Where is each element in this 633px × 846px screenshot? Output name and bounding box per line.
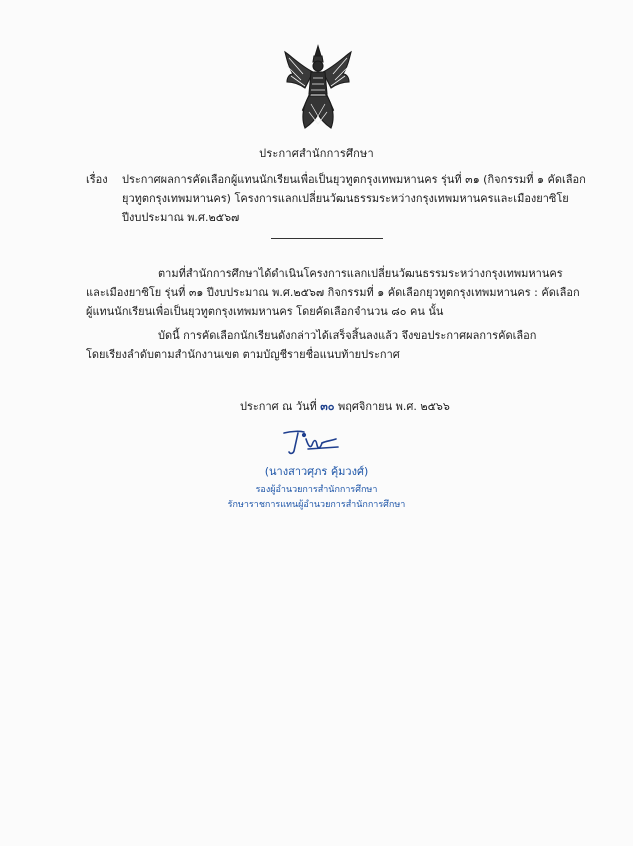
signer-acting-position: รักษาราชการแทนผู้อำนวยการสำนักการศึกษา <box>227 500 406 510</box>
paragraph-line: ตามที่สำนักการศึกษาได้ดำเนินโครงการแลกเปลี่ยนวัฒนธรรมระหว่างกรุงเทพมหานคร <box>158 267 563 280</box>
paragraph-line: โดยเรียงลำดับตามสำนักงานเขต ตามบัญชีรายชื่อแนบท้ายประกาศ <box>86 348 400 361</box>
subject-line: ยุวทูตกรุงเทพมหานคร) โครงการแลกเปลี่ยนวัฒนธรรมระหว่างกรุงเทพมหานครและเมืองยาซิโย <box>122 192 569 205</box>
subject-line: ปีงบประมาณ พ.ศ.๒๕๖๗ <box>122 211 240 224</box>
garuda-emblem-icon <box>283 44 353 132</box>
announcement-date <box>240 397 450 415</box>
paragraph-line: ผู้แทนนักเรียนเพื่อเป็นยุวทูตกรุงเทพมหานคร โดยคัดเลือกจำนวน ๘๐ คน นั้น <box>86 305 444 318</box>
signer-position: รองผู้อำนวยการสำนักการศึกษา <box>255 485 378 495</box>
document-title: ประกาศสำนักการศึกษา <box>259 147 374 160</box>
date-day: ๓๐ <box>320 400 335 413</box>
date-prefix: ประกาศ ณ วันที่ <box>240 400 317 413</box>
subject-label: เรื่อง <box>86 173 108 186</box>
paragraph-result <box>86 326 562 364</box>
paragraph-line: บัดนี้ การคัดเลือกนักเรียนดังกล่าวได้เสร็จสิ้นลงแล้ว จึงขอประกาศผลการคัดเลือก <box>158 329 537 342</box>
paragraph-line: และเมืองยาซิโย รุ่นที่ ๓๑ ปีงบประมาณ พ.ศ.๒๕๖๗ กิจกรรมที่ ๑ คัดเลือกยุวทูตกรุงเทพมหานคร : คัดเลือก <box>86 286 580 299</box>
date-suffix: พฤศจิกายน พ.ศ. ๒๕๖๖ <box>338 400 450 413</box>
paragraph-background <box>86 264 580 321</box>
handwritten-signature <box>280 425 342 457</box>
subject-line: ประกาศผลการคัดเลือกผู้แทนนักเรียนเพื่อเป็นยุวทูตกรุงเทพมหานคร รุ่นที่ ๓๑ (กิจกรรมที่ ๑ คัดเลือก <box>122 173 586 186</box>
signer-name: (นางสาวศุภร คุ้มวงศ์) <box>264 465 369 478</box>
subject-text <box>122 170 586 227</box>
divider <box>271 238 383 239</box>
